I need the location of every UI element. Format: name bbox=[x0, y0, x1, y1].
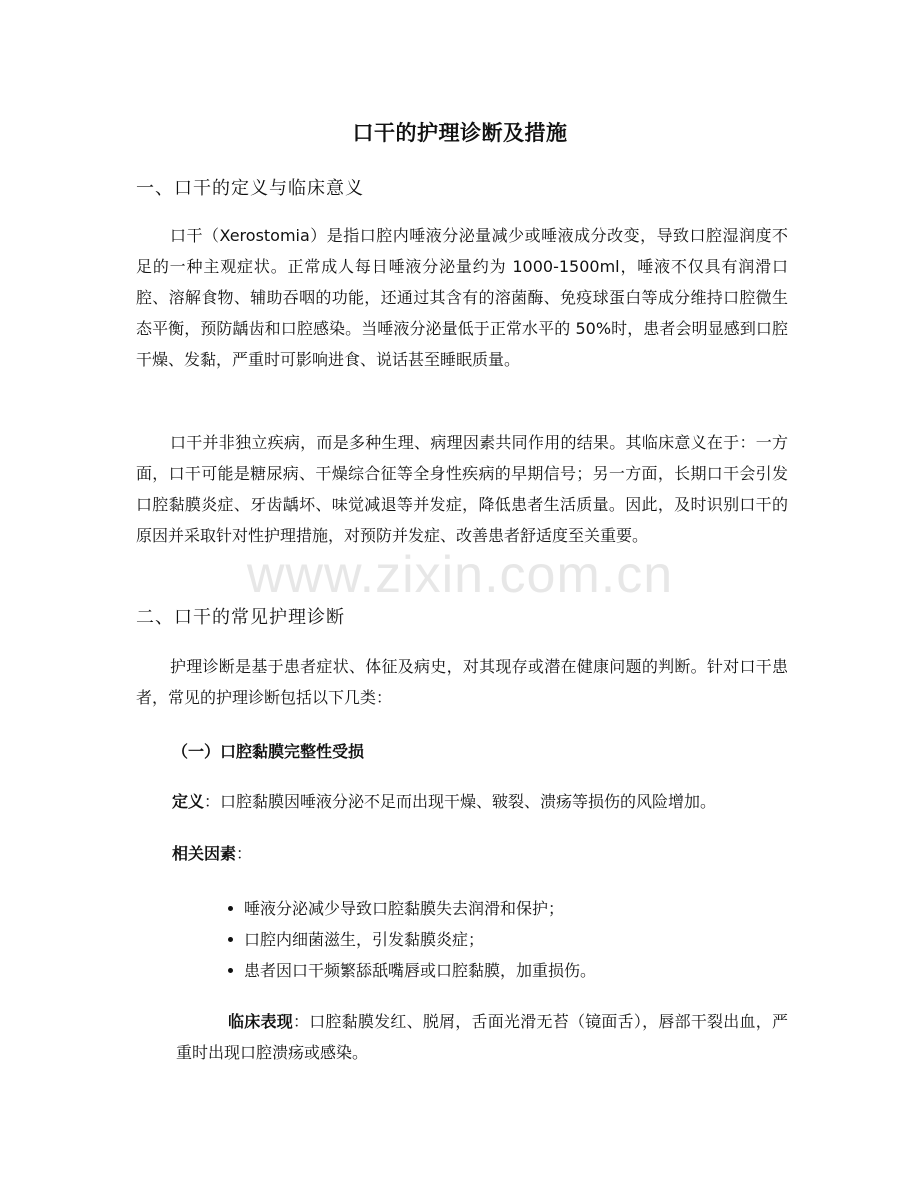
list-item-text: 患者因口干频繁舔舐嘴唇或口腔黏膜，加重损伤。 bbox=[244, 961, 597, 980]
clinical-label: 临床表现 bbox=[228, 1012, 293, 1031]
factors-list bbox=[228, 893, 596, 986]
subsection-heading-1: （一）口腔黏膜完整性受损 bbox=[172, 742, 365, 761]
bullet-icon bbox=[228, 906, 233, 911]
page-title: 口干的护理诊断及措施 bbox=[352, 121, 568, 145]
section1-paragraph-2: 口干并非独立疾病，而是多种生理、病理因素共同作用的结果。其临床意义在于：一方面，口干可能是糖尿病、干燥综合征等全身性疾病的早期信号；另一方面，长期口干会引发口腔黏膜炎症、牙齿龋坏、味觉减退等并发症，降低患者生活质量。因此，及时识别口干的原因并采取针对性护理措施，对预防并发症、改善患者舒适度至关重要。 bbox=[136, 433, 788, 545]
list-item bbox=[228, 924, 596, 955]
clinical-paragraph bbox=[176, 1006, 788, 1068]
list-item bbox=[228, 893, 596, 924]
section-heading-1: 一、口干的定义与临床意义 bbox=[136, 178, 364, 199]
clinical-text: ：口腔黏膜发红、脱屑，舌面光滑无苔（镜面舌），唇部干裂出血，严重时出现口腔溃疡或感染。 bbox=[176, 1012, 788, 1062]
section2-paragraph-1: 护理诊断是基于患者症状、体征及病史，对其现存或潜在健康问题的判断。针对口干患者，常见的护理诊断包括以下几类： bbox=[136, 657, 788, 707]
factors-label: 相关因素 bbox=[172, 844, 237, 863]
section1-paragraph-1: 口干（Xerostomia）是指口腔内唾液分泌量减少或唾液成分改变，导致口腔湿润度不足的一种主观症状。正常成人每日唾液分泌量约为 1000-1500ml，唾液不仅具有润滑口腔、溶解食物、辅助吞咽的功能，还通过其含有的溶菌酶、免疫球蛋白等成分维持口腔微生态平衡，预防龋齿和口腔感染。当唾液分泌量低于正常水平的 50%时，患者会明显感到口腔干燥、发黏，严重时可影响进食、说话甚至睡眠质量。 bbox=[136, 226, 788, 369]
definition-line bbox=[172, 786, 792, 817]
section-heading-2: 二、口干的常见护理诊断 bbox=[136, 607, 345, 628]
list-item-text: 唾液分泌减少导致口腔黏膜失去润滑和保护； bbox=[244, 899, 565, 918]
list-item-text: 口腔内细菌滋生，引发黏膜炎症； bbox=[244, 930, 485, 949]
definition-label: 定义 bbox=[172, 792, 205, 811]
definition-text: ：口腔黏膜因唾液分泌不足而出现干燥、皲裂、溃疡等损伤的风险增加。 bbox=[204, 792, 717, 811]
factors-line bbox=[172, 838, 792, 869]
bullet-icon bbox=[228, 968, 233, 973]
watermark: www.zixin.com.cn bbox=[246, 546, 674, 604]
bullet-icon bbox=[228, 937, 233, 942]
factors-colon: ： bbox=[236, 844, 253, 863]
list-item bbox=[228, 955, 596, 986]
